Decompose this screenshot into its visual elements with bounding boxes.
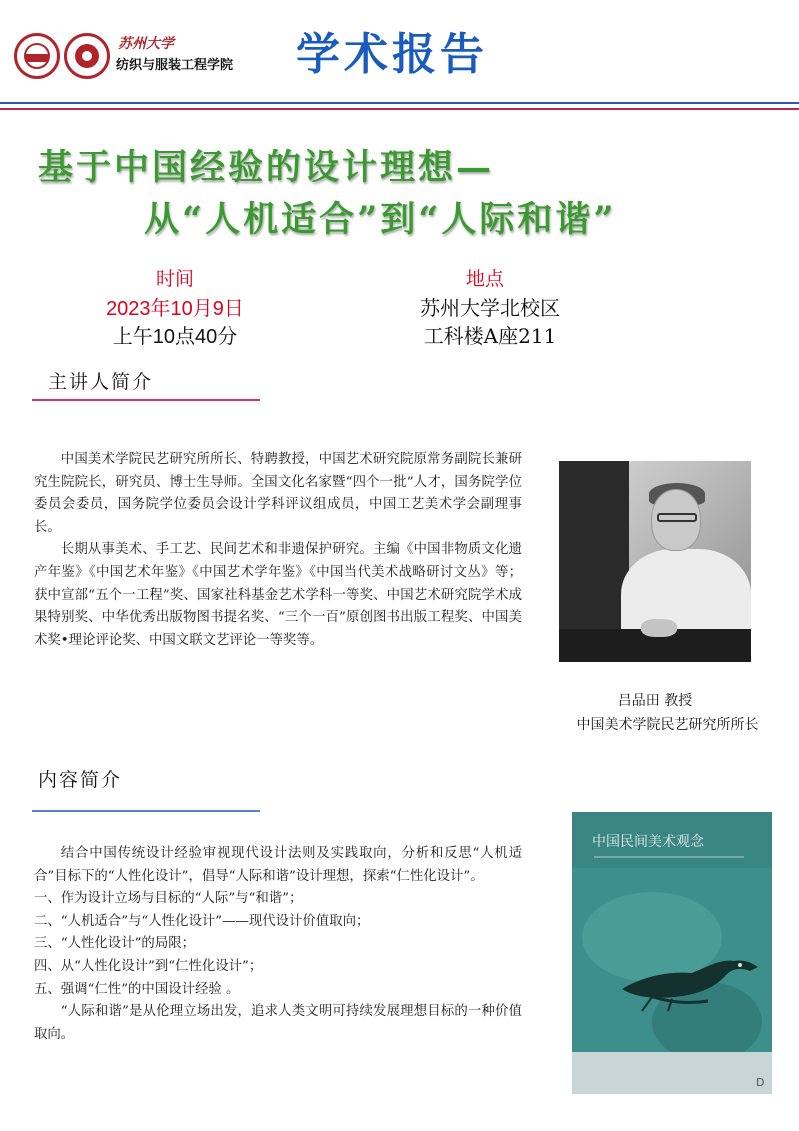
content-point: 四、从“人性化设计”到“仁性化设计”；	[34, 958, 263, 974]
content-point: 一、作为设计立场与目标的“人际”与“和谐”；	[34, 891, 303, 907]
time-date: 2023年10月9日	[106, 298, 244, 320]
location-label: 地点	[465, 268, 504, 290]
speaker-bio-paragraph: 长期从事美术、手工艺、民间艺术和非遗保护研究。主编《中国非物质文化遗产年鉴》《中国艺术年鉴》《中国艺术学年鉴》《中国当代美术战略研讨文丛》等；获中宣部“五个一工程”奖、国家社科基金艺术学科一等奖、中国艺术研究院学术成果特别奖、中华优秀出版物图书提名奖、“三个一百”原创图书出版工程奖、中国美术奖•理论评论奖、中国文联文艺评论一等奖等。	[34, 542, 522, 648]
content-section-underline	[32, 810, 260, 812]
speaker-caption-title: 中国美术学院民艺研究所所长	[576, 717, 759, 733]
college-name: 纺织与服装工程学院	[116, 58, 234, 73]
location-line2: 工科楼A座211	[423, 324, 557, 348]
time-hour: 上午10点40分	[112, 326, 238, 348]
speaker-section-underline	[32, 399, 260, 401]
book-cover-image	[572, 812, 772, 1094]
speaker-caption-name: 吕品田 教授	[617, 693, 693, 709]
content-point: 五、强调“仁性”的中国设计经验 。	[34, 981, 240, 997]
location-line1: 苏州大学北校区	[420, 296, 560, 320]
report-title: 学术报告	[296, 29, 488, 80]
university-seal-logo	[14, 33, 60, 79]
speaker-bio-paragraph: 中国美术学院民艺研究所所长、特聘教授，中国艺术研究院原常务副院长兼研究生院院长，研究员、博士生导师。全国文化名家暨“四个一批”人才，国务院学位委员会委员，国务院学位委员会设计学科评议组成员，中国工艺美术学会副理事长。	[34, 452, 522, 535]
content-section-heading: 内容简介	[38, 769, 123, 791]
university-name: 苏州大学	[118, 36, 174, 52]
bird-illustration	[612, 937, 772, 1012]
header-rule-red	[0, 108, 799, 110]
speaker-bio	[34, 449, 522, 652]
content-point: 三、“人性化设计”的局限；	[34, 936, 195, 952]
book-cover-mark: D	[756, 1076, 765, 1089]
college-emblem-logo	[64, 33, 110, 79]
speaker-photo	[559, 461, 751, 662]
book-cover-title: 中国民间美术观念	[592, 834, 704, 850]
lecture-title-line2: 从“人机适合”到“人际和谐”	[144, 199, 617, 240]
content-closing: “人际和谐”是从伦理立场出发，追求人类文明可持续发展理想目标的一种价值取向。	[34, 1004, 522, 1042]
content-point: 二、“人机适合”与“人性化设计”——现代设计价值取向；	[34, 913, 370, 929]
content-summary	[34, 843, 522, 1046]
time-label: 时间	[155, 268, 194, 290]
header-rule-blue	[0, 102, 799, 104]
content-intro: 结合中国传统设计经验审视现代设计法则及实践取向，分析和反思“人机适合”目标下的“人性化设计”，倡导“人际和谐”设计理想，探索“仁性化设计”。	[34, 846, 522, 884]
page-header	[0, 0, 799, 100]
lecture-title-line1: 基于中国经验的设计理想—	[38, 147, 495, 188]
speaker-section-heading: 主讲人简介	[48, 371, 154, 393]
